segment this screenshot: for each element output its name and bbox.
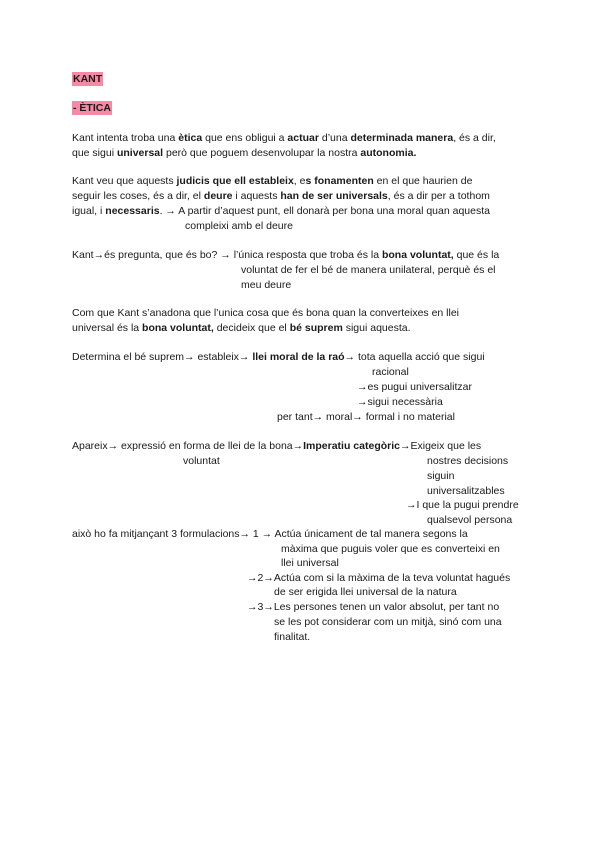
text: d’una xyxy=(318,132,351,144)
text: que és la xyxy=(453,249,500,261)
bold-text: autonomia. xyxy=(360,147,417,159)
p2-line1 xyxy=(72,175,472,188)
text: , e xyxy=(293,175,306,187)
p6-line8: màxima que puguis voler que es converteixi en xyxy=(281,543,500,555)
text: Kant→és pregunta, que és bo? → l’única resposta que troba és la xyxy=(72,249,382,261)
heading-etica-text: - ÈTICA xyxy=(73,102,111,114)
p6-line9: llei universal xyxy=(281,557,339,569)
p6-line1 xyxy=(72,440,481,453)
p6-line5: →I que la pugui prendre xyxy=(406,499,519,511)
text: que ens obligui a xyxy=(202,132,288,144)
p6-line2a: voluntat xyxy=(183,455,220,467)
bold-text: han de ser universals xyxy=(280,190,388,202)
p2-line3 xyxy=(72,205,490,218)
p1-line1 xyxy=(72,132,496,145)
bold-text: s fonamenten xyxy=(305,175,374,187)
p6-line13: se les pot considerar com un mitjà, sinó com una xyxy=(274,616,502,628)
bold-text: necessaris xyxy=(105,205,160,217)
text: , és a dir, xyxy=(453,132,496,144)
heading-kant xyxy=(72,73,103,86)
text: que sigui xyxy=(72,147,117,159)
text: → tota aquella acció que sigui xyxy=(344,351,485,363)
p6-line11: de ser erigida llei universal de la natura xyxy=(274,586,457,598)
text: igual, i xyxy=(72,205,106,217)
text: universal és la xyxy=(72,322,143,334)
text: Kant veu que aquests xyxy=(72,175,177,187)
p5-line2: racional xyxy=(372,366,409,378)
bold-text: determinada manera xyxy=(350,132,454,144)
p5-line5: per tant→ moral→ formal i no material xyxy=(277,411,455,423)
p6-line12: →3→Les persones tenen un valor absolut, per tant no xyxy=(247,601,500,613)
p6-line7: això ho fa mitjançant 3 formulacions→ 1 → Actúa únicament de tal manera segons la xyxy=(72,528,468,540)
bold-text: universal xyxy=(116,147,164,159)
p6-line2b: nostres decisions xyxy=(427,455,509,467)
bold-text: judicis que ell estableix xyxy=(176,175,294,187)
p4-line2 xyxy=(72,322,411,335)
heading-kant-text: KANT xyxy=(73,73,103,85)
p6-line6: qualsevol persona xyxy=(427,514,513,526)
bold-text: ètica xyxy=(178,132,203,144)
bold-text: bé suprem xyxy=(289,322,343,334)
p6-line3: siguin xyxy=(427,470,455,482)
p3-line1 xyxy=(72,249,499,262)
text: sigui aquesta. xyxy=(342,322,411,334)
text: Determina el bé suprem→ estableix→ xyxy=(72,351,253,363)
text: →Exigeix que les xyxy=(400,440,482,452)
p3-line2: voluntat de fer el bé de manera unilateral, perquè és el xyxy=(241,264,496,276)
text: i aquests xyxy=(232,190,281,202)
bold-text: Imperatiu categòric xyxy=(303,440,400,452)
p6-line14: finalitat. xyxy=(274,631,311,643)
bold-text: actuar xyxy=(287,132,319,144)
bold-text: llei moral de la raó xyxy=(252,351,345,363)
bold-text: bona voluntat, xyxy=(381,249,454,261)
heading-etica xyxy=(72,102,112,115)
p6-line4: universalitzables xyxy=(427,485,505,497)
p5-line1 xyxy=(72,351,485,364)
p4-line1: Com que Kant s’anadona que l’unica cosa que és bona quan la converteixes en llei xyxy=(72,307,460,319)
text: decideix que el xyxy=(213,322,290,334)
text: Apareix→ expressió en forma de llei de la bona→ xyxy=(72,440,304,452)
text: en el que haurien de xyxy=(373,175,473,187)
p5-line3: →es pugui universalitzar xyxy=(357,381,472,393)
p6-line10: →2→Actúa com si la màxima de la teva voluntat hagués xyxy=(247,572,511,584)
text: , és a dir per a tothom xyxy=(387,190,490,202)
bold-text: bona voluntat, xyxy=(142,322,214,334)
text: . → A partir d’aquest punt, ell donarà per bona una moral quan aquesta xyxy=(159,205,490,217)
text: però que poguem desenvolupar la nostra xyxy=(163,147,361,159)
text: seguir les coses, és a dir, el xyxy=(72,190,204,202)
p2-line4: compleixi amb el deure xyxy=(185,220,293,232)
text: Kant intenta troba una xyxy=(72,132,179,144)
p3-line3: meu deure xyxy=(241,279,292,291)
p5-line4: →sigui necessària xyxy=(357,396,443,408)
p2-line2 xyxy=(72,190,490,203)
p1-line2 xyxy=(72,147,416,160)
bold-text: deure xyxy=(203,190,233,202)
